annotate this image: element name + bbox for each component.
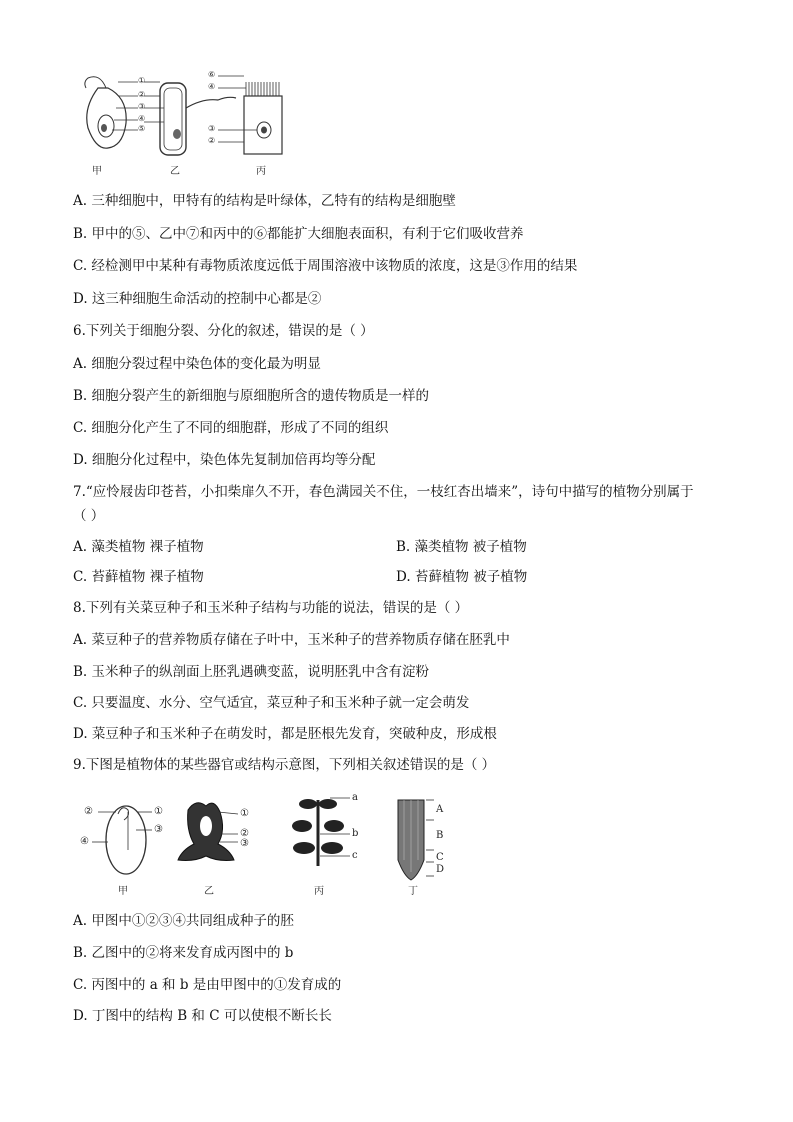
q6-option-a: A. 细胞分裂过程中染色体的变化最为明显 [73, 356, 321, 372]
fig2-label-yi: 乙 [204, 886, 214, 897]
q5-option-b: B. 甲中的⑤、乙中⑦和丙中的⑥都能扩大细胞表面积，有利于它们吸收营养 [73, 226, 524, 242]
fig1-marker: ① [138, 76, 146, 85]
q9-option-c: C. 丙图中的 a 和 b 是由甲图中的①发育成的 [73, 977, 342, 993]
fig2-mark: ④ [80, 836, 89, 847]
q5-option-a: A. 三种细胞中，甲特有的结构是叶绿体，乙特有的结构是细胞壁 [73, 193, 456, 209]
fig1-marker: ⑥ [208, 70, 216, 79]
fig2-mark: ③ [240, 838, 249, 849]
q8-option-a: A. 菜豆种子的营养物质存储在子叶中，玉米种子的营养物质存储在胚乳中 [73, 632, 510, 648]
q9-stem: 9.下图是植物体的某些器官或结构示意图，下列相关叙述错误的是（ ） [73, 757, 496, 773]
fig2-mark: a [352, 792, 358, 803]
q9-option-d: D. 丁图中的结构 B 和 C 可以使根不断长长 [73, 1008, 332, 1024]
plant-organ-diagram [78, 790, 478, 900]
fig2-mark: D [436, 864, 445, 875]
fig2-mark: ① [154, 806, 163, 817]
fig1-marker: ③ [138, 102, 146, 111]
fig1-marker: ④ [138, 114, 146, 123]
fig2-label-bing: 丙 [314, 886, 324, 897]
fig2-mark: ② [240, 828, 249, 839]
fig1-label-yi: 乙 [170, 166, 180, 177]
fig1-marker: ④ [208, 82, 216, 91]
q7-option-c: C. 苔藓植物 裸子植物 [73, 569, 204, 585]
fig2-mark: c [352, 850, 358, 861]
q7-stem: 7.“应怜屐齿印苍苔，小扣柴扉久不开，春色满园关不住，一枝红杏出墙来”，诗句中描写的植物分别属于 [73, 484, 694, 500]
fig1-marker: ③ [208, 124, 216, 133]
q5-option-c: C. 经检测甲中某种有毒物质浓度远低于周围溶液中该物质的浓度，这是③作用的结果 [73, 258, 578, 274]
q9-option-a: A. 甲图中①②③④共同组成种子的胚 [73, 913, 294, 929]
fig1-marker: ② [208, 136, 216, 145]
fig2-mark: ② [84, 806, 93, 817]
fig2-mark: b [352, 828, 359, 839]
q6-option-c: C. 细胞分化产生了不同的细胞群，形成了不同的组织 [73, 420, 389, 436]
q6-stem: 6.下列关于细胞分裂、分化的叙述，错误的是（ ） [73, 323, 374, 339]
q6-option-b: B. 细胞分裂产生的新细胞与原细胞所含的遗传物质是一样的 [73, 388, 430, 404]
fig2-mark: C [436, 852, 444, 863]
q7-option-d: D. 苔藓植物 被子植物 [396, 569, 528, 585]
q8-option-d: D. 菜豆种子和玉米种子在萌发时，都是胚根先发育，突破种皮，形成根 [73, 726, 497, 742]
q8-option-b: B. 玉米种子的纵剖面上胚乳遇碘变蓝，说明胚乳中含有淀粉 [73, 664, 430, 680]
cell-diagram [78, 68, 298, 178]
fig1-label-bing: 丙 [256, 166, 266, 177]
fig1-marker: ② [138, 90, 146, 99]
q8-option-c: C. 只要温度、水分、空气适宜，菜豆种子和玉米种子就一定会萌发 [73, 695, 470, 711]
fig1-marker: ⑤ [138, 124, 146, 133]
fig2-mark: ③ [154, 824, 163, 835]
q9-option-b: B. 乙图中的②将来发育成丙图中的 b [73, 945, 294, 961]
q7-stem-cont: （ ） [73, 508, 105, 524]
fig2-mark: A [436, 804, 444, 815]
fig1-label-jia: 甲 [92, 166, 102, 177]
fig2-mark: ① [240, 808, 249, 819]
fig2-label-ding: 丁 [408, 886, 418, 897]
q5-option-d: D. 这三种细胞生命活动的控制中心都是② [73, 291, 322, 307]
fig2-mark: B [436, 830, 444, 841]
q7-option-a: A. 藻类植物 裸子植物 [73, 539, 204, 555]
q7-option-b: B. 藻类植物 被子植物 [396, 539, 527, 555]
q6-option-d: D. 细胞分化过程中，染色体先复制加倍再均等分配 [73, 452, 376, 468]
q8-stem: 8.下列有关菜豆种子和玉米种子结构与功能的说法，错误的是（ ） [73, 600, 469, 616]
fig2-label-jia: 甲 [118, 886, 128, 897]
